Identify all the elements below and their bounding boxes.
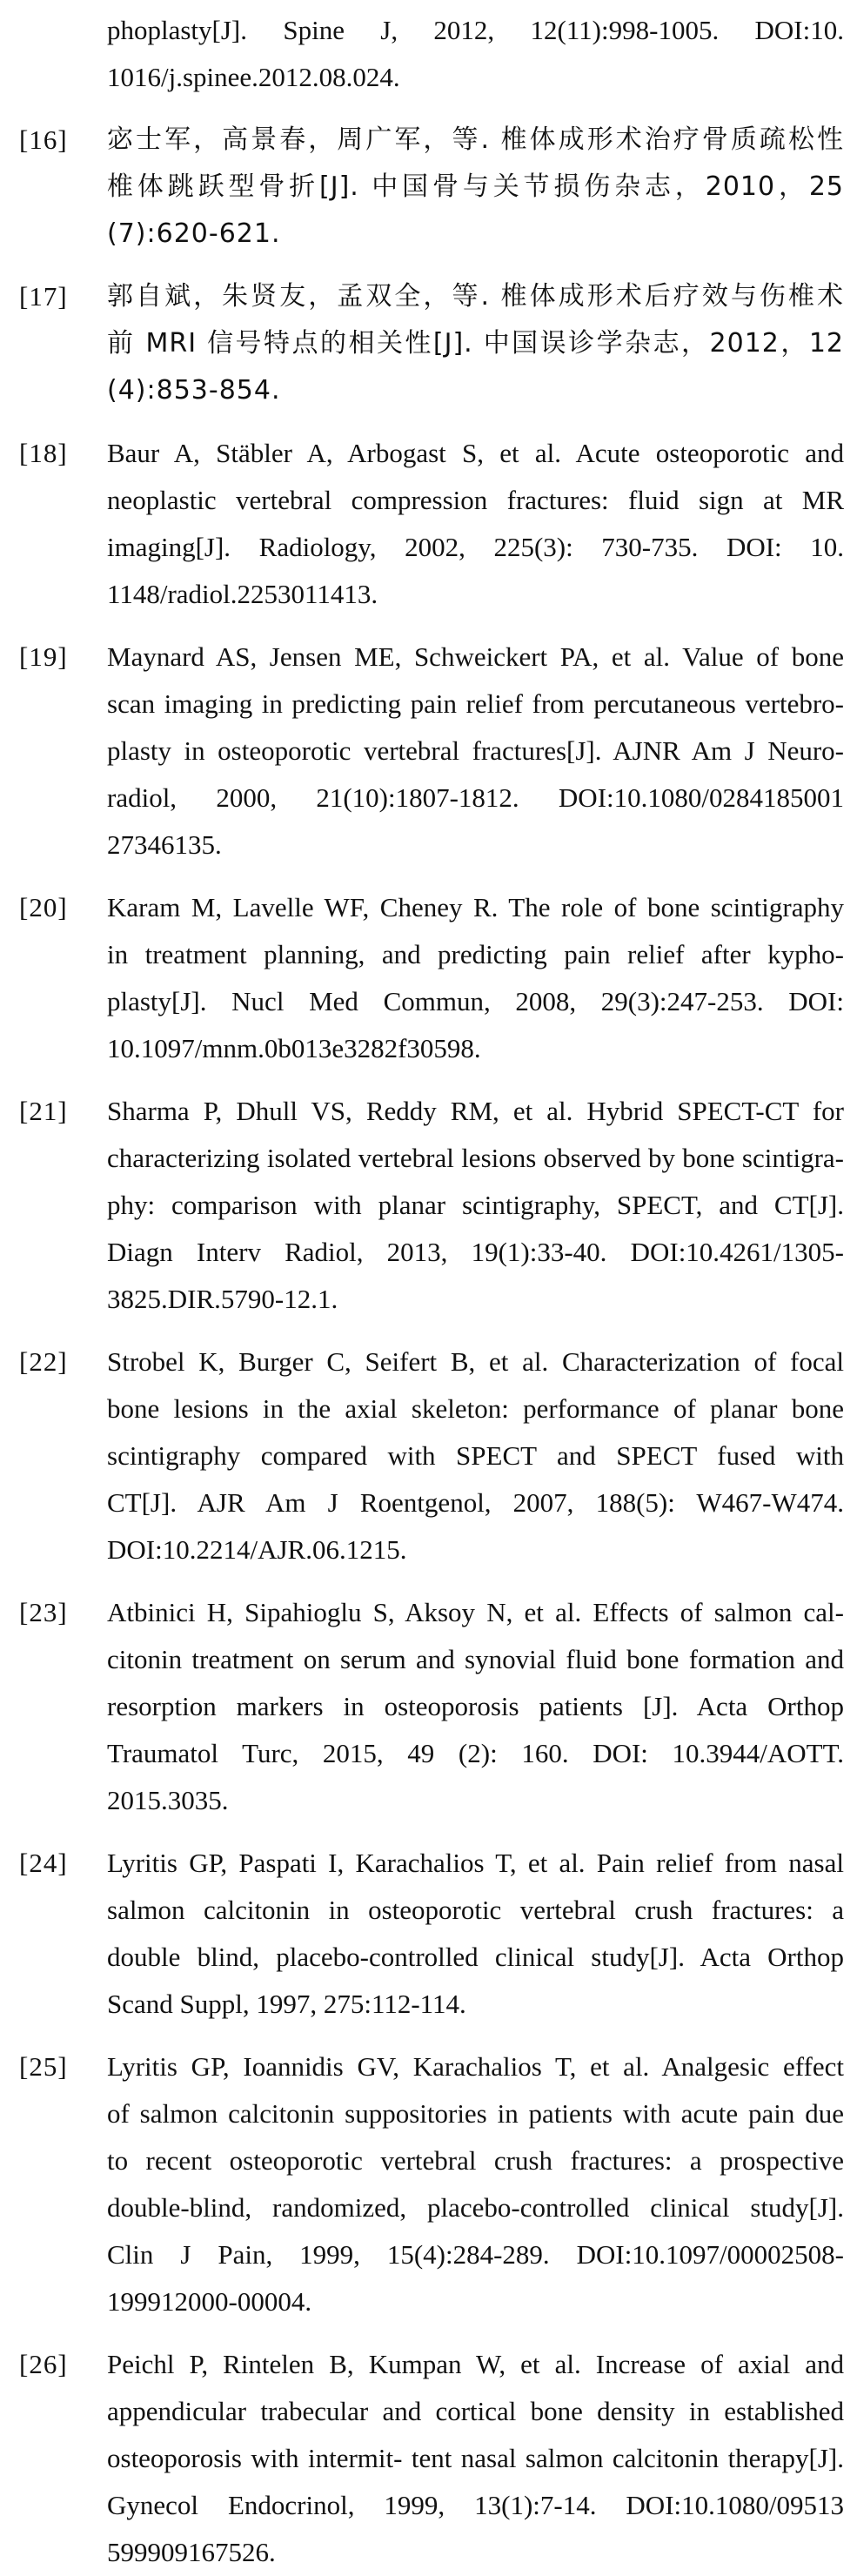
reference-entry [19, 2341, 844, 2576]
reference-number: [16] [19, 124, 68, 155]
reference-entry [19, 7, 844, 101]
reference-entry [19, 634, 844, 869]
reference-number: [21] [19, 1096, 68, 1126]
reference-line: scan imaging in predicting pain relief from percutaneous vertebro- [107, 688, 844, 719]
reference-number: [25] [19, 2051, 68, 2082]
reference-line: Strobel K, Burger C, Seifert B, et al. Characterization of focal [107, 1346, 844, 1377]
reference-line: double-blind, randomized, placebo-controlled clinical study[J]. [107, 2192, 844, 2223]
reference-line: Diagn Interv Radiol, 2013, 19(1):33-40. DOI:10.4261/1305- [107, 1237, 844, 1267]
reference-entry [19, 1338, 844, 1573]
reference-line: osteoporosis with intermit- tent nasal salmon calcitonin therapy[J]. [107, 2443, 844, 2473]
reference-text [19, 2043, 844, 2325]
reference-line: plasty[J]. Nucl Med Commun, 2008, 29(3):247-253. DOI: [107, 986, 844, 1016]
reference-number: [23] [19, 1597, 68, 1627]
reference-text [19, 1589, 844, 1824]
reference-text [19, 1088, 844, 1323]
reference-line: 10.1097/mnm.0b013e3282f30598. [107, 1033, 481, 1063]
reference-line: plasty in osteoporotic vertebral fractures[J]. AJNR Am J Neuro- [107, 735, 844, 766]
reference-line: appendicular trabecular and cortical bone density in established [107, 2396, 844, 2426]
reference-line: in treatment planning, and predicting pain relief after kypho- [107, 939, 844, 969]
reference-line: phoplasty[J]. Spine J, 2012, 12(11):998-1005. DOI:10. [107, 15, 844, 45]
reference-line: phy: comparison with planar scintigraphy, SPECT, and CT[J]. [107, 1190, 844, 1220]
reference-entry [19, 273, 844, 414]
reference-text [19, 430, 844, 618]
reference-line: Peichl P, Rintelen B, Kumpan W, et al. Increase of axial and [107, 2349, 844, 2379]
reference-line: of salmon calcitonin suppositories in patients with acute pain due [107, 2098, 844, 2129]
reference-line: 2015.3035. [107, 1785, 229, 1815]
reference-text [19, 117, 844, 258]
reference-line: Clin J Pain, 1999, 15(4):284-289. DOI:10.1097/00002508- [107, 2239, 844, 2270]
reference-text [19, 7, 844, 101]
reference-entry [19, 884, 844, 1072]
reference-line: Lyritis GP, Ioannidis GV, Karachalios T, et al. Analgesic effect [107, 2051, 844, 2082]
reference-line: 宓士军，高景春，周广军，等. 椎体成形术治疗骨质疏松性 [107, 124, 844, 155]
reference-line: scintigraphy compared with SPECT and SPECT fused with [107, 1440, 844, 1471]
reference-line: Baur A, Stäbler A, Arbogast S, et al. Acute osteoporotic and [107, 438, 844, 468]
reference-line: 郭自斌，朱贤友，孟双全，等. 椎体成形术后疗效与伤椎术 [107, 281, 844, 312]
reference-line: to recent osteoporotic vertebral crush fractures: a prospective [107, 2145, 844, 2176]
reference-line: Sharma P, Dhull VS, Reddy RM, et al. Hybrid SPECT-CT for [107, 1096, 844, 1126]
reference-line: Maynard AS, Jensen ME, Schweickert PA, et al. Value of bone [107, 641, 844, 672]
reference-line: salmon calcitonin in osteoporotic vertebral crush fractures: a [107, 1895, 844, 1925]
reference-number: [19] [19, 641, 68, 672]
reference-entry [19, 1840, 844, 2028]
reference-line: Traumatol Turc, 2015, 49 (2): 160. DOI: 10.3944/AOTT. [107, 1738, 844, 1768]
reference-line: 27346135. [107, 829, 222, 860]
reference-text [19, 884, 844, 1072]
reference-entry [19, 2043, 844, 2325]
reference-line: radiol, 2000, 21(10):1807-1812. DOI:10.1080/0284185001 [107, 782, 844, 813]
reference-number: [22] [19, 1346, 68, 1377]
reference-line: double blind, placebo-controlled clinical study[J]. Acta Orthop [107, 1942, 844, 1972]
reference-line: Karam M, Lavelle WF, Cheney R. The role of bone scintigraphy [107, 892, 844, 922]
reference-line: characterizing isolated vertebral lesions observed by bone scintigra- [107, 1143, 844, 1173]
reference-line: 椎体跳跃型骨折[J]. 中国骨与关节损伤杂志，2010，25 [107, 171, 844, 202]
reference-line: bone lesions in the axial skeleton: performance of planar bone [107, 1393, 844, 1424]
reference-text [19, 1840, 844, 2028]
reference-text [19, 273, 844, 414]
reference-line: Gynecol Endocrinol, 1999, 13(1):7-14. DOI:10.1080/09513 [107, 2490, 844, 2520]
reference-line: CT[J]. AJR Am J Roentgenol, 2007, 188(5): W467-W474. [107, 1487, 844, 1518]
reference-line: 前 MRI 信号特点的相关性[J]. 中国误诊学杂志，2012，12 [107, 328, 844, 359]
reference-number: [20] [19, 892, 68, 922]
reference-line: neoplastic vertebral compression fractures: fluid sign at MR [107, 485, 844, 515]
reference-number: [17] [19, 281, 68, 312]
reference-entry [19, 430, 844, 618]
reference-entry [19, 1088, 844, 1323]
reference-line: 1148/radiol.2253011413. [107, 579, 378, 609]
reference-line: Atbinici H, Sipahioglu S, Aksoy N, et al. Effects of salmon cal- [107, 1597, 844, 1627]
reference-number: [24] [19, 1848, 68, 1878]
reference-line: DOI:10.2214/AJR.06.1215. [107, 1534, 407, 1565]
reference-entry [19, 1589, 844, 1824]
reference-line: (7):620-621. [107, 218, 281, 249]
reference-line: resorption markers in osteoporosis patients [J]. Acta Orthop [107, 1691, 844, 1721]
reference-line: 599909167526. [107, 2537, 276, 2567]
reference-line: imaging[J]. Radiology, 2002, 225(3): 730-735. DOI: 10. [107, 532, 844, 562]
reference-line: citonin treatment on serum and synovial fluid bone formation and [107, 1644, 844, 1674]
reference-number: [26] [19, 2349, 68, 2379]
reference-line: Lyritis GP, Paspati I, Karachalios T, et al. Pain relief from nasal [107, 1848, 844, 1878]
reference-line: 3825.DIR.5790-12.1. [107, 1284, 338, 1314]
reference-line: 199912000-00004. [107, 2286, 312, 2317]
reference-line: (4):853-854. [107, 375, 281, 406]
reference-number: [18] [19, 438, 68, 468]
reference-text [19, 634, 844, 869]
reference-line: Scand Suppl, 1997, 275:112-114. [107, 1989, 466, 2019]
reference-text [19, 1338, 844, 1573]
reference-text [19, 2341, 844, 2576]
reference-entry [19, 117, 844, 258]
reference-line: 1016/j.spinee.2012.08.024. [107, 62, 400, 92]
